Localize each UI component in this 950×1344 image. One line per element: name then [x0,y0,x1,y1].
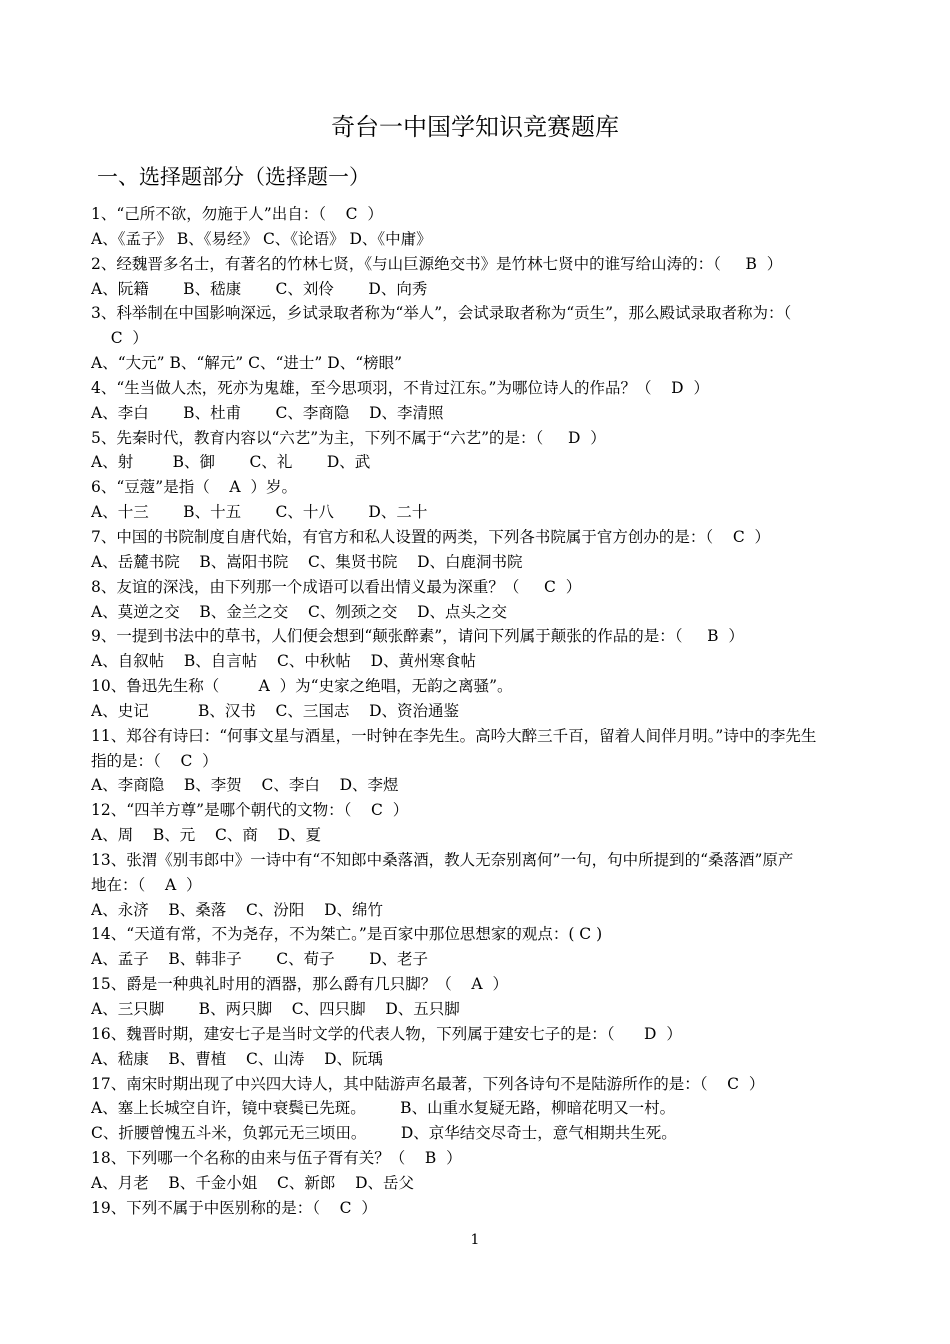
text-line: 7、中国的书院制度自唐代始，有官方和私人设置的两类，下列各书院属于官方创办的是：（ C ） [91,527,771,546]
text-line: 3、科举制在中国影响深远，乡试录取者称为“举人”，会试录取者称为“贡生”，那么殿试录取者称为：（ [91,304,792,323]
text-line: A、岳麓书院 B、嵩阳书院 C、集贤书院 D、白鹿洞书院 [91,552,523,571]
text-line: A、李商隐 B、李贺 C、李白 D、李煜 [91,776,399,795]
text-line: 9、一提到书法中的草书，人们便会想到“颠张醉素”，请问下列属于颠张的作品的是：（ B ） [91,627,744,646]
text-line: A、孟子 B、韩非子 C、荀子 D、老子 [91,950,429,969]
text-line: 12、“四羊方尊”是哪个朝代的文物：（ C ） [91,801,409,820]
text-line: 19、下列不属于中医别称的是：（ C ） [91,1198,377,1217]
text-line: 指的是：（ C ） [91,751,218,770]
text-line: A、永济 B、桑落 C、汾阳 D、绵竹 [91,900,383,919]
text-line: A、月老 B、千金小姐 C、新郎 D、岳父 [91,1173,414,1192]
text-line: A、周 B、元 C、商 D、夏 [91,826,321,845]
text-line: 17、南宋时期出现了中兴四大诗人，其中陆游声名最著，下列各诗句不是陆游所作的是：（ C ） [91,1074,765,1093]
text-line: 2、经魏晋多名士，有著名的竹林七贤，《与山巨源绝交书》是竹林七贤中的谁写给山涛的：（ B ） [91,254,783,273]
text-line: A、塞上长城空自许，镜中衰鬓已先斑。 B、山重水复疑无路，柳暗花明又一村。 [91,1099,676,1118]
text-line: 15、爵是一种典礼时用的酒器，那么爵有几只脚？（ A ） [91,975,508,994]
text-line: 1、“己所不欲，勿施于人”出自：（ C ） [91,205,383,223]
text-line: 14、“天道有常，不为尧存，不为桀亡。”是百家中那位思想家的观点：( C ) [91,925,603,944]
text-line: A、自叙帖 B、自言帖 C、中秋帖 D、黄州寒食帖 [91,652,476,671]
text-line: C ） [91,329,148,348]
text-line: C、折腰曾愧五斗米，负郭元无三顷田。 D、京华结交尽奇士，意气相期共生死。 [91,1124,677,1143]
text-line: A、《孟子》 B、《易经》 C、《论语》 D、《中庸》 [91,229,432,248]
text-line: 地在：（ A ） [91,875,202,894]
text-line: A、“大元” B、“解元” C、“进士” D、“榜眼” [91,354,403,373]
text-line: A、莫逆之交 B、金兰之交 C、刎颈之交 D、点头之交 [91,602,507,621]
text-line: A、李白 B、杜甫 C、李商隐 D、李清照 [91,403,444,422]
text-line: A、史记 B、汉书 C、三国志 D、资治通鉴 [91,701,460,720]
text-line: A、三只脚 B、两只脚 C、四只脚 D、五只脚 [91,1000,460,1018]
document-title: 奇台一中国学知识竞赛题库 [331,113,619,141]
text-line: 6、“豆蔻”是指（ A ）岁。 [91,478,297,497]
section-heading: 一、选择题部分（选择题一） [97,165,370,189]
text-line: 18、下列哪一个名称的由来与伍子胥有关？（ B ） [91,1149,462,1168]
text-line: 10、鲁迅先生称（ A ）为“史家之绝唱，无韵之离骚”。 [91,677,513,696]
text-line: A、嵇康 B、曹植 C、山涛 D、阮瑀 [91,1049,383,1068]
text-line: 16、魏晋时期，建安七子是当时文学的代表人物，下列属于建安七子的是：（ D ） [91,1024,682,1043]
text-line: A、十三 B、十五 C、十八 D、二十 [91,503,428,522]
text-line: A、阮籍 B、嵇康 C、刘伶 D、向秀 [91,279,428,298]
text-line: 5、先秦时代，教育内容以“六艺”为主，下列不属于“六艺”的是：（ D ） [91,428,606,447]
text-line: 13、张渭《别韦郎中》一诗中有“不知郎中桑落酒，教人无奈别离何”一句，句中所提到的“桑落酒”原产 [91,850,794,869]
text-line: 11、郑谷有诗曰：“何事文星与酒星，一时钟在李先生。高吟大醉三千百，留着人间伴月明。”诗中的李先生 [91,726,817,745]
page-number: 1 [470,1232,480,1248]
text-line: 8、友谊的深浅，由下列那一个成语可以看出情义最为深重？（ C ） [91,577,582,596]
question-list [91,202,866,1221]
text-line: 4、“生当做人杰，死亦为鬼雄，至今思项羽，不肯过江东。”为哪位诗人的作品？（ D ） [91,378,709,397]
text-line: A、射 B、御 C、礼 D、武 [91,453,371,472]
